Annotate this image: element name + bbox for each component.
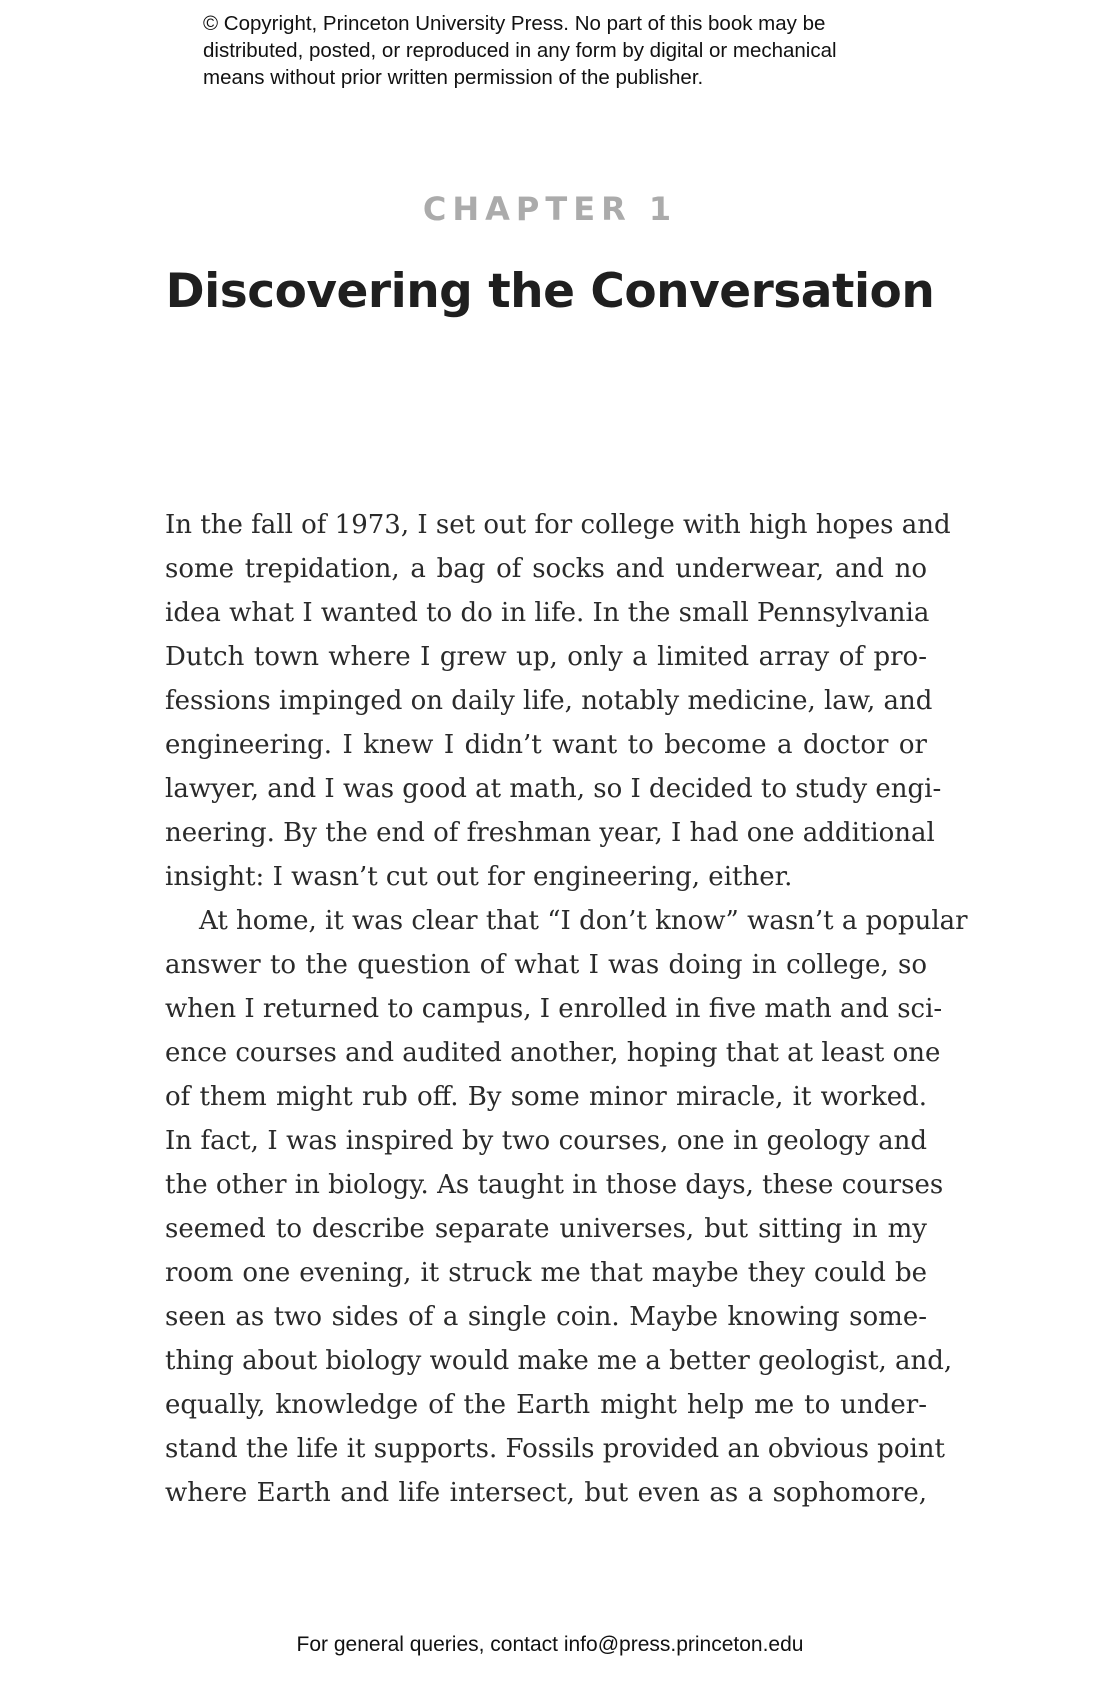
text-line: room one evening, it struck me that maybe they could be xyxy=(165,1258,927,1288)
text-line: In the fall of 1973, I set out for college with high hopes and xyxy=(165,510,951,540)
text-line: neering. By the end of freshman year, I had one additional xyxy=(165,818,935,848)
text-line: where Earth and life intersect, but even as a sophomore, xyxy=(165,1478,927,1508)
text-line: fessions impinged on daily life, notably medicine, law, and xyxy=(165,686,933,716)
text-line: seen as two sides of a single coin. Maybe knowing some- xyxy=(165,1302,927,1332)
text-line: ence courses and audited another, hoping that at least one xyxy=(165,1038,941,1068)
text-line: Dutch town where I grew up, only a limited array of pro- xyxy=(165,642,927,672)
text-line: In fact, I was inspired by two courses, one in geology and xyxy=(165,1126,927,1156)
text-line: the other in biology. As taught in those days, these courses xyxy=(165,1170,944,1200)
text-line: equally, knowledge of the Earth might help me to under- xyxy=(165,1390,927,1420)
text-line: engineering. I knew I didn’t want to become a doctor or xyxy=(165,730,927,760)
text-line: seemed to describe separate universes, but sitting in my xyxy=(165,1214,927,1244)
chapter-label: CHAPTER 1 xyxy=(422,190,678,228)
text-line: idea what I wanted to do in life. In the small Pennsylvania xyxy=(165,598,930,628)
text-line: some trepidation, a bag of socks and underwear, and no xyxy=(165,554,927,584)
copyright-line: distributed, posted, or reproduced in any form by digital or mechanical xyxy=(203,39,837,62)
text-line: thing about biology would make me a better geologist, and, xyxy=(165,1346,953,1376)
text-line: insight: I wasn’t cut out for engineering, either. xyxy=(165,862,793,892)
copyright-notice xyxy=(203,10,963,91)
text-line: when I returned to campus, I enrolled in five math and sci- xyxy=(165,994,943,1024)
footer-contact: For general queries, contact info@press.princeton.edu xyxy=(296,1633,804,1656)
text-line: answer to the question of what I was doing in college, so xyxy=(165,950,927,980)
copyright-line: means without prior written permission of the publisher. xyxy=(203,66,704,89)
paragraph-1 xyxy=(165,503,951,899)
text-line: stand the life it supports. Fossils provided an obvious point xyxy=(165,1434,945,1464)
paragraph-2 xyxy=(165,899,968,1515)
body-text xyxy=(165,503,968,1515)
text-line: At home, it was clear that “I don’t know” wasn’t a popular xyxy=(199,906,968,936)
text-line: of them might rub off. By some minor miracle, it worked. xyxy=(165,1082,927,1112)
copyright-line: © Copyright, Princeton University Press. No part of this book may be xyxy=(203,12,826,35)
text-line: lawyer, and I was good at math, so I decided to study engi- xyxy=(165,774,942,804)
chapter-title: Discovering the Conversation xyxy=(165,264,935,319)
